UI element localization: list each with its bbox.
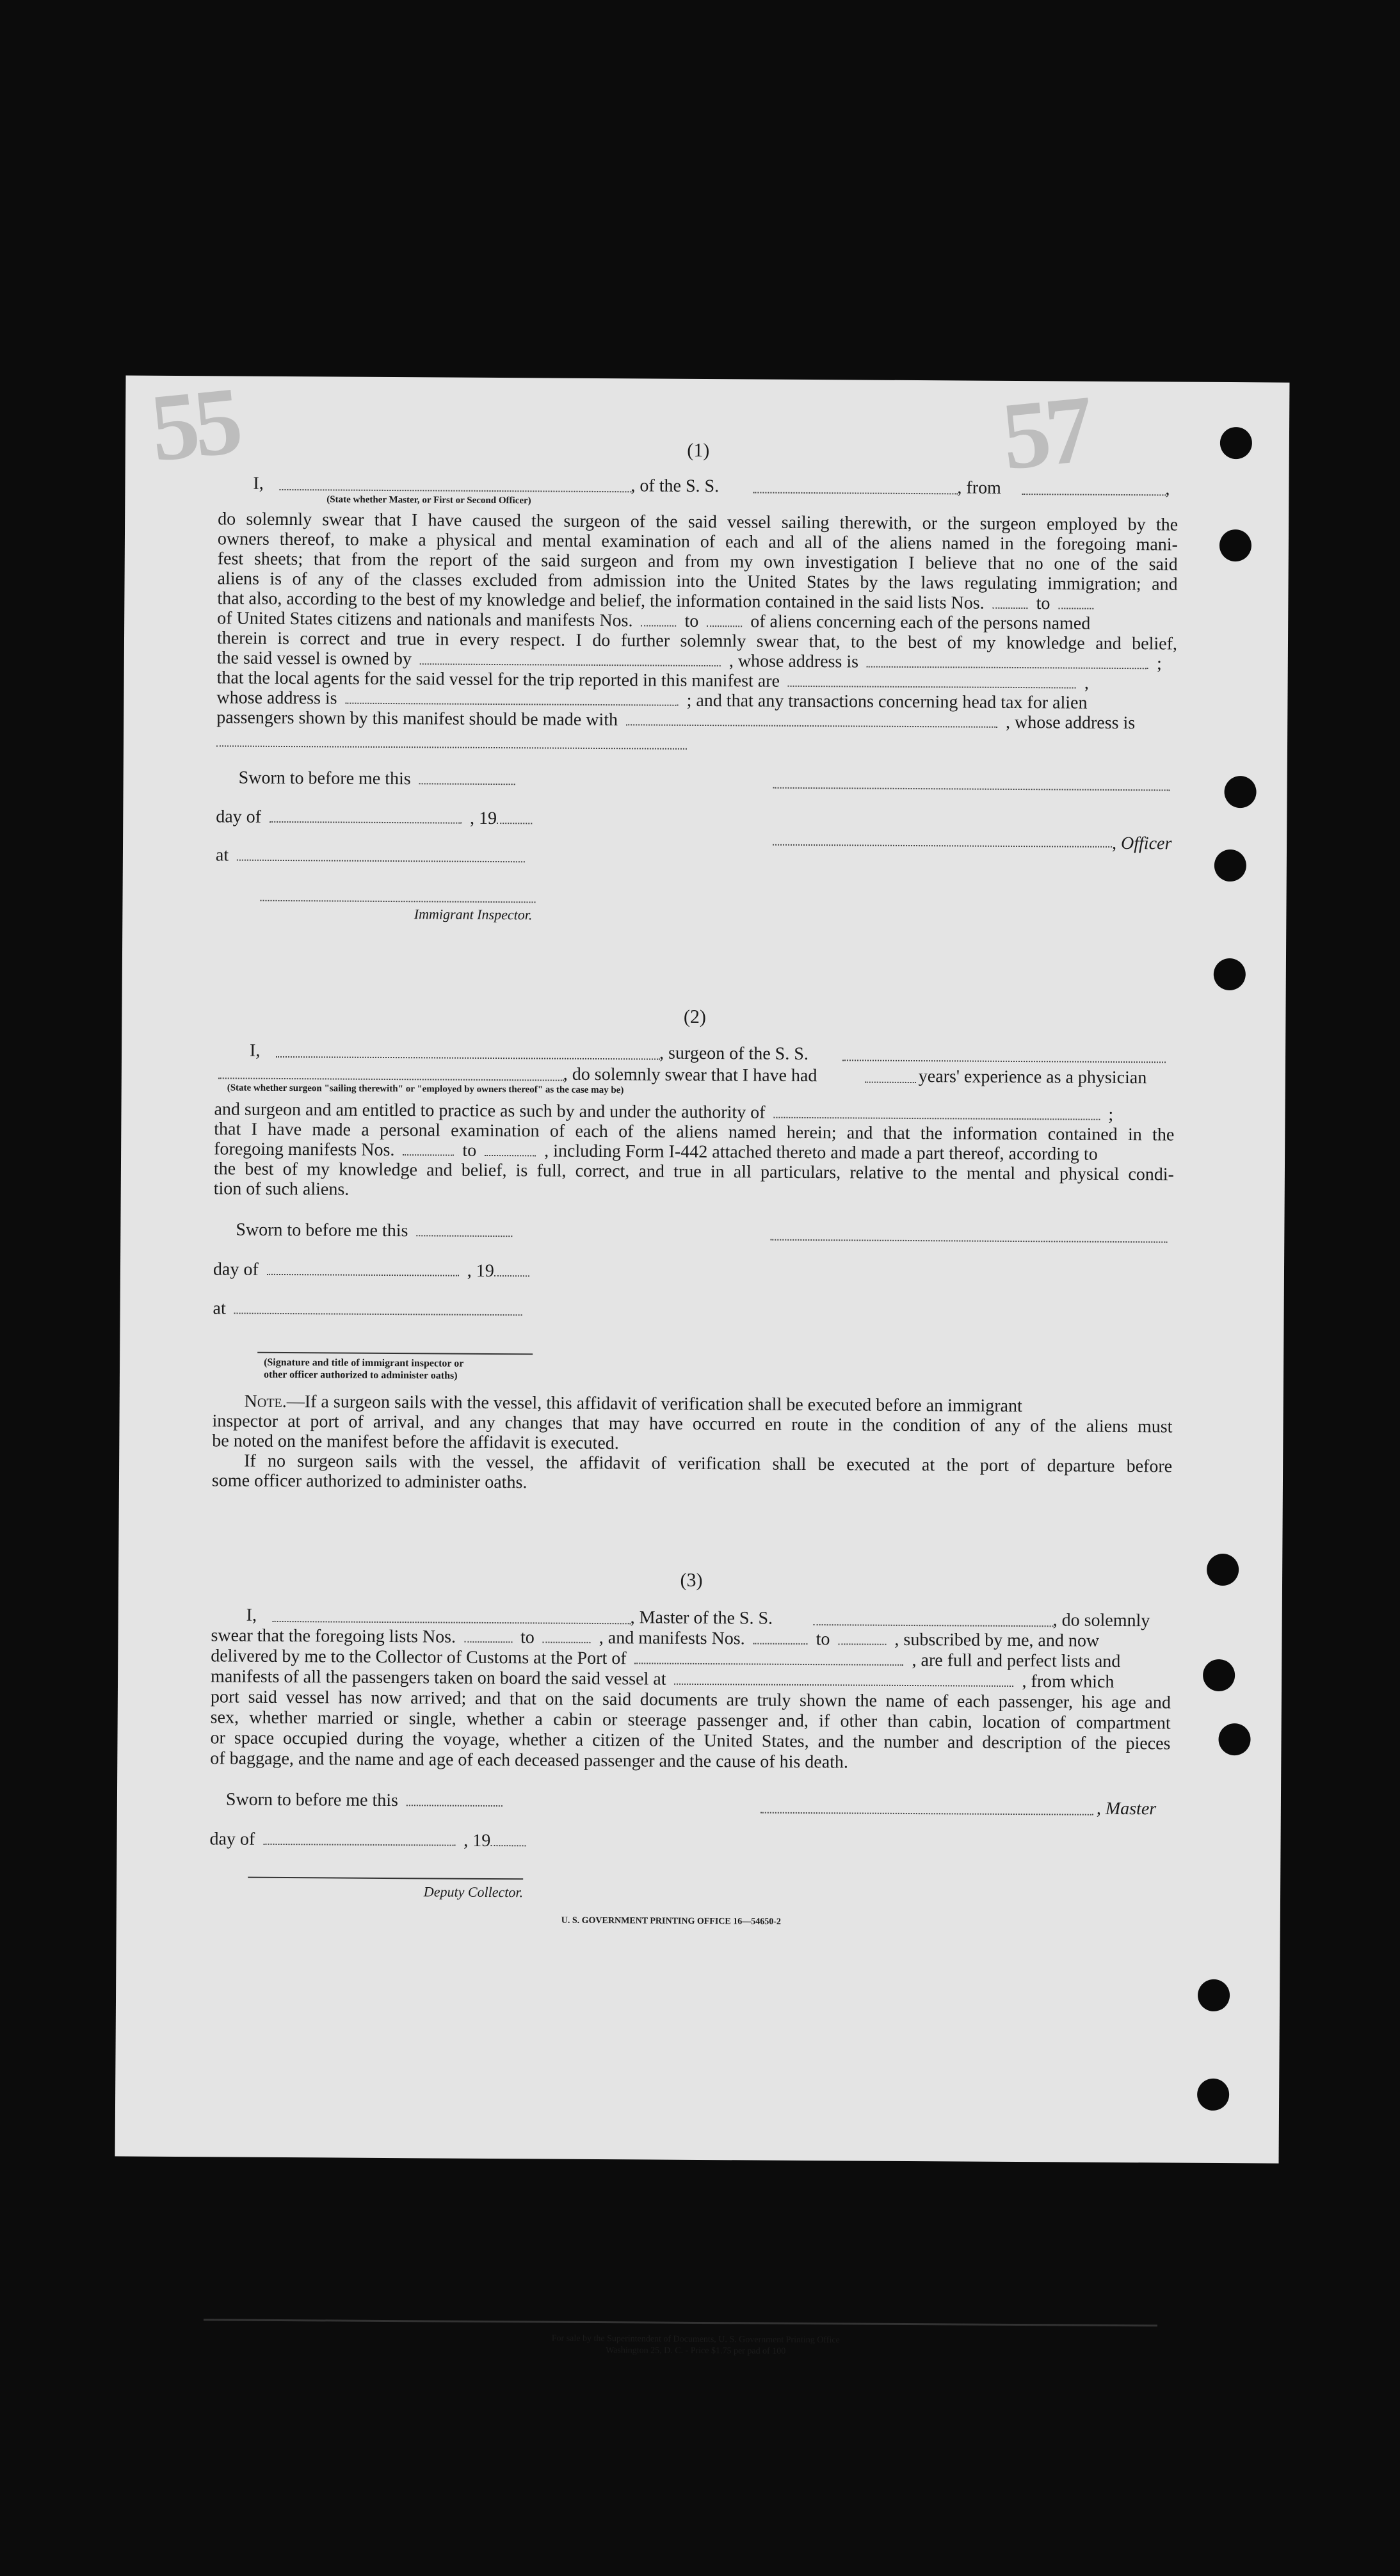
s1-sworn-text: Sworn to before me this bbox=[238, 768, 411, 789]
s2-note-line-2: inspector at port of arrival, and any changes that may have occurred en route in the condition of any of the aliens must bbox=[212, 1411, 1173, 1437]
s3-day-of-text: day of bbox=[209, 1829, 255, 1849]
s3-month-field bbox=[263, 1842, 455, 1846]
s3-line-7: or space occupied during the voyage, whether a citizen of the United States, and the number and description of the pieces bbox=[210, 1728, 1171, 1754]
s1-para-line: aliens is of any of the classes excluded from admission into the United States by the laws regulating immigration; and bbox=[217, 568, 1178, 595]
s3-l4-text: manifests of all the passengers taken on board the said vessel at bbox=[211, 1666, 666, 1689]
s3-master-label: , Master bbox=[1096, 1798, 1157, 1819]
s1-lists-to-field bbox=[1058, 606, 1093, 609]
s2-month-field bbox=[267, 1273, 459, 1276]
s3-sworn-text: Sworn to before me this bbox=[225, 1789, 399, 1811]
s1-of-ss: , of the S. S. bbox=[631, 476, 720, 497]
s2-year-prefix: , 19 bbox=[467, 1260, 494, 1282]
punch-hole bbox=[1219, 529, 1251, 561]
s1-lists-from-field bbox=[993, 606, 1028, 609]
s1-l8-end: ; bbox=[1156, 654, 1162, 674]
s1-ship-field bbox=[753, 490, 958, 494]
s2-line-7: tion of such aliens. bbox=[213, 1179, 350, 1200]
footer-rule bbox=[204, 2319, 1157, 2326]
s3-year-field bbox=[490, 1844, 526, 1846]
s1-caption-master: (State whether Master, or First or Second Officer) bbox=[326, 494, 531, 506]
s2-l3-text: and surgeon and am entitled to practice as such by and under the authority of bbox=[214, 1099, 766, 1123]
sale-notice-line-1: For sale by the Superintendent of Documents, U. S. Government Printing Office bbox=[551, 2333, 840, 2346]
s2-l3-end: ; bbox=[1108, 1104, 1114, 1125]
stamp-number-right: 57 bbox=[997, 376, 1093, 490]
s3-l2-text: swear that the foregoing lists Nos. bbox=[211, 1625, 456, 1647]
s2-l5-to: to bbox=[462, 1140, 477, 1161]
s1-line-7: therein is correct and true in every respect. I do further solemnly swear that, to the best of my knowledge and belief, bbox=[216, 628, 1178, 654]
s1-headtax-field bbox=[626, 723, 997, 728]
s3-i: I, bbox=[246, 1605, 257, 1625]
s3-l3-text2: , are full and perfect lists and bbox=[912, 1650, 1121, 1672]
s2-at bbox=[213, 1298, 526, 1321]
s2-day-of bbox=[213, 1259, 533, 1282]
s1-at-text: at bbox=[215, 845, 229, 865]
form-sheet bbox=[115, 367, 1290, 2356]
gpo-imprint: U. S. GOVERNMENT PRINTING OFFICE 16—54650-2 bbox=[561, 1915, 781, 1927]
s3-day-of bbox=[209, 1829, 529, 1851]
s2-line-6: the best of my knowledge and belief, is full, correct, and true in all particulars, relative to the mental and physical condi- bbox=[213, 1159, 1175, 1185]
s2-ship-field bbox=[842, 1058, 1166, 1063]
s3-departure-field bbox=[675, 1682, 1014, 1687]
s3-ship-field bbox=[814, 1623, 1054, 1627]
s1-inspector-label: Immigrant Inspector. bbox=[414, 906, 533, 923]
s2-inspector-signature-field bbox=[257, 1351, 533, 1355]
s2-surgeon-of: , surgeon of the S. S. bbox=[659, 1043, 809, 1065]
s1-year-prefix: , 19 bbox=[469, 808, 497, 829]
s1-sworn bbox=[239, 768, 519, 791]
s3-l2-subscribed: , subscribed by me, and now bbox=[894, 1629, 1100, 1651]
s3-master-signature-field bbox=[760, 1811, 1093, 1815]
s1-l6-text: of United States citizens and nationals and manifests Nos. bbox=[217, 608, 633, 631]
s1-l11-text: passengers shown by this manifest should be made with bbox=[216, 707, 618, 730]
s2-manifests-from-field bbox=[403, 1153, 454, 1155]
s1-i: I, bbox=[253, 473, 264, 494]
s3-sworn bbox=[226, 1789, 506, 1812]
s1-headtax-address-field bbox=[216, 744, 687, 749]
s2-years-text: years' experience as a physician bbox=[918, 1067, 1147, 1088]
s1-day-of bbox=[216, 807, 536, 829]
s2-l5-text: foregoing manifests Nos. bbox=[214, 1139, 395, 1161]
s1-name-field bbox=[279, 488, 631, 492]
s2-sig-caption-2: other officer authorized to administer oaths) bbox=[263, 1369, 458, 1381]
s1-l10-text: whose address is bbox=[216, 688, 337, 709]
punch-hole bbox=[1218, 1723, 1250, 1755]
s1-at bbox=[216, 845, 529, 867]
punch-hole bbox=[1214, 849, 1246, 881]
s1-para-line: do solemnly swear that I have caused the surgeon of the said vessel sailing therewith, or the surgeon employed by the bbox=[218, 509, 1179, 535]
s2-i: I, bbox=[249, 1040, 261, 1061]
s1-owner-address-field bbox=[867, 665, 1148, 670]
s1-from-field bbox=[1022, 492, 1166, 495]
s1-from: , from bbox=[957, 478, 1001, 498]
s3-solemnly: , do solemnly bbox=[1052, 1610, 1150, 1631]
s1-l9-text: that the local agents for the said vessel for the trip reported in this manifest are bbox=[216, 668, 780, 691]
s2-status-field bbox=[218, 1076, 564, 1081]
s3-l4-text2: , from which bbox=[1022, 1671, 1114, 1692]
s3-master-of: , Master of the S. S. bbox=[630, 1607, 773, 1629]
stamp-number-left: 55 bbox=[146, 367, 242, 482]
s3-deputy-signature-field bbox=[248, 1876, 523, 1880]
section-3-number: (3) bbox=[680, 1569, 703, 1591]
s3-sworn-date-field bbox=[406, 1803, 503, 1807]
s2-at-text: at bbox=[213, 1298, 226, 1319]
punch-hole bbox=[1198, 1979, 1230, 2011]
s3-deputy-label: Deputy Collector. bbox=[423, 1883, 524, 1901]
s3-l2-manifests: , and manifests Nos. bbox=[599, 1628, 745, 1649]
s2-caption-surgeon: (State whether surgeon "sailing therewith" or "employed by owners thereof" as the case may be) bbox=[227, 1083, 624, 1096]
s1-l5-text: that also, according to the best of my knowledge and belief, the information contained in the said lists Nos. bbox=[217, 588, 985, 613]
punch-hole bbox=[1197, 2079, 1229, 2111]
s1-manifests-from-field bbox=[641, 624, 676, 626]
s1-para-line: fest sheets; that from the report of the said surgeon and from my own investigation I believe that no one of the said bbox=[217, 549, 1178, 575]
s2-l5-text2: , including Form I-442 attached thereto and made a part thereof, according to bbox=[544, 1141, 1098, 1164]
s2-surgeon-name-field bbox=[276, 1055, 660, 1060]
section-1-number: (1) bbox=[687, 439, 710, 462]
s2-line-1 bbox=[214, 1040, 1175, 1065]
punch-hole bbox=[1203, 1659, 1235, 1691]
s1-month-field bbox=[270, 820, 462, 824]
s3-lists-from-field bbox=[464, 1640, 512, 1643]
s2-sworn bbox=[236, 1220, 516, 1243]
s2-day-of-text: day of bbox=[213, 1259, 259, 1280]
s2-note-line-5: some officer authorized to administer oaths. bbox=[211, 1470, 527, 1493]
s2-swear: , do solemnly swear that I have had bbox=[563, 1064, 817, 1086]
s3-l2-to2: to bbox=[816, 1629, 830, 1650]
s1-officer-label: , Officer bbox=[1111, 833, 1172, 854]
s2-note-text-1: —If a surgeon sails with the vessel, this affidavit of verification shall be executed before an immigrant bbox=[286, 1392, 1022, 1417]
s2-note-line-4: If no surgeon sails with the vessel, the affidavit of verification shall be executed at the port of departure before bbox=[244, 1451, 1173, 1477]
punch-hole bbox=[1207, 1554, 1239, 1586]
s1-l10-text2: ; and that any transactions concerning head tax for alien bbox=[686, 690, 1088, 713]
punch-hole bbox=[1224, 776, 1256, 808]
s1-l6-to: to bbox=[684, 611, 699, 631]
s2-at-field bbox=[234, 1312, 522, 1316]
s1-l8-address: , whose address is bbox=[728, 651, 859, 672]
s3-lists-to-field bbox=[543, 1640, 591, 1643]
s1-signature-field bbox=[773, 786, 1170, 791]
s3-line-6: sex, whether married or single, whether a cabin or steerage passenger and, if other than cabin, location of compartment bbox=[210, 1707, 1171, 1734]
s1-l6-text2: of aliens concerning each of the persons named bbox=[750, 611, 1091, 634]
s3-line-8: of baggage, and the name and age of each deceased passenger and the cause of his death. bbox=[210, 1748, 849, 1773]
s1-day-of-text: day of bbox=[216, 807, 262, 827]
s1-inspector-signature-field bbox=[261, 899, 536, 903]
s3-master-name-field bbox=[273, 1620, 631, 1624]
s1-l11-address: , whose address is bbox=[1005, 712, 1136, 734]
s2-note-label: Note. bbox=[244, 1391, 287, 1412]
sale-notice-line-2: Washington 25, D. C. - Price $1.75 per pad of 100 bbox=[606, 2346, 786, 2356]
s3-manifests-to-field bbox=[838, 1642, 886, 1645]
s3-port-field bbox=[635, 1661, 904, 1666]
s1-agents-field bbox=[788, 684, 1076, 689]
s3-manifests-from-field bbox=[753, 1641, 808, 1645]
s1-l9-end: , bbox=[1084, 673, 1090, 693]
s2-sworn-date-field bbox=[416, 1234, 512, 1237]
s1-end: , bbox=[1165, 479, 1170, 499]
s2-sig-caption-1: (Signature and title of immigrant inspector or bbox=[264, 1356, 464, 1369]
s1-at-field bbox=[237, 858, 525, 863]
s1-owner-field bbox=[420, 662, 721, 666]
s1-year-field bbox=[497, 821, 532, 824]
s1-para-line: owners thereof, to make a physical and mental examination of each and all of the aliens named in the foregoing mani- bbox=[217, 529, 1179, 555]
s2-year-field bbox=[494, 1274, 529, 1276]
s1-sworn-date-field bbox=[419, 782, 515, 785]
s2-note-line-3: be noted on the manifest before the affidavit is executed. bbox=[212, 1431, 619, 1454]
section-2-number: (2) bbox=[683, 1006, 706, 1028]
s3-year-prefix: , 19 bbox=[463, 1830, 491, 1851]
punch-hole bbox=[1214, 958, 1246, 990]
s1-manifests-to-field bbox=[707, 624, 742, 627]
s3-line-1 bbox=[211, 1605, 1171, 1631]
s1-officer-field bbox=[773, 843, 1112, 848]
s3-line-5: port said vessel has now arrived; and that on the said documents are truly shown the name of each passenger, his age and bbox=[210, 1687, 1171, 1713]
s2-sworn-text: Sworn to before me this bbox=[236, 1220, 408, 1241]
s2-authority-field bbox=[773, 1116, 1100, 1120]
s2-years-field bbox=[865, 1081, 916, 1083]
s1-l5-to: to bbox=[1036, 593, 1050, 614]
s2-signature-field bbox=[770, 1238, 1167, 1243]
s2-line-4: that I have made a personal examination of each of the aliens named herein; and that the information contained in the bbox=[214, 1119, 1175, 1145]
s1-agents-address-field bbox=[346, 702, 679, 706]
s2-manifests-to-field bbox=[485, 1154, 536, 1156]
punch-hole bbox=[1220, 427, 1252, 459]
s1-l8-text: the said vessel is owned by bbox=[216, 648, 412, 670]
s3-l2-to: to bbox=[520, 1627, 535, 1648]
s3-l3-text: delivered by me to the Collector of Customs at the Port of bbox=[211, 1646, 627, 1669]
